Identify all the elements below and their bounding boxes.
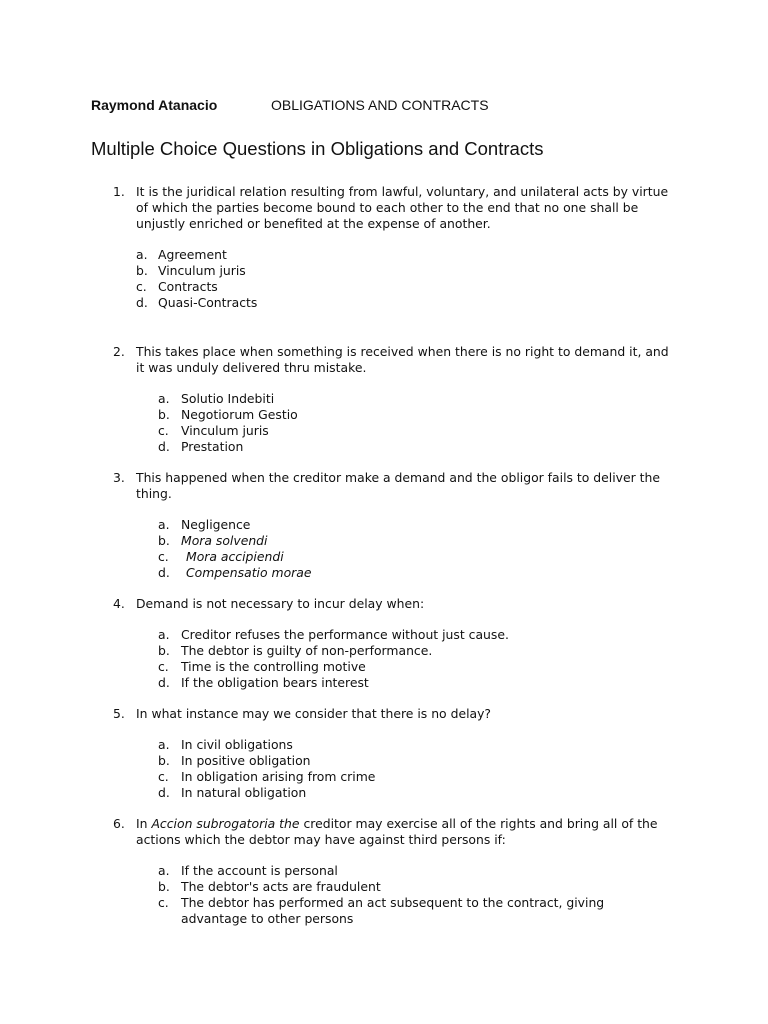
option-c	[136, 549, 672, 565]
option-a	[136, 517, 672, 533]
option-letter: a.	[158, 737, 170, 752]
option-text: In natural obligation	[181, 785, 307, 800]
option-text: In obligation arising from crime	[181, 769, 376, 784]
option-list	[136, 391, 672, 455]
option-b	[136, 263, 672, 279]
option-text: The debtor has performed an act subsequent to the contract, giving advantage to other persons	[181, 895, 605, 926]
option-list	[136, 247, 672, 311]
stem-suffix: creditor may exercise all of the rights and bring all of the actions which the debtor may have against third persons if:	[136, 816, 658, 847]
option-list	[136, 863, 672, 927]
question-6	[0, 816, 768, 927]
option-text: Solutio Indebiti	[181, 391, 275, 406]
author-name: Raymond Atanacio	[91, 97, 218, 113]
question-stem: This happened when the creditor make a demand and the obligor fails to deliver the thing.	[136, 470, 660, 501]
option-letter: b.	[158, 643, 170, 658]
option-letter: d.	[158, 785, 170, 800]
option-c	[136, 769, 672, 785]
option-c	[136, 423, 672, 439]
option-d	[136, 565, 672, 581]
question-1	[0, 184, 768, 311]
question-stem: In what instance may we consider that there is no delay?	[136, 706, 492, 721]
option-list	[136, 627, 672, 691]
option-text: Mora solvendi	[181, 533, 268, 548]
option-text: The debtor is guilty of non-performance.	[181, 643, 433, 658]
document-header	[91, 96, 489, 114]
option-text: Contracts	[158, 279, 218, 294]
option-letter: c.	[158, 549, 169, 564]
option-text: Mora accipiendi	[186, 549, 284, 564]
option-a	[136, 247, 672, 263]
stem-italic-term: Accion subrogatoria the	[151, 816, 300, 831]
option-a	[136, 627, 672, 643]
option-letter: d.	[158, 439, 170, 454]
question-stem	[136, 816, 672, 848]
option-letter: a.	[158, 627, 170, 642]
option-b	[136, 879, 672, 895]
question-number: 6.	[113, 816, 125, 831]
question-stem: This takes place when something is received when there is no right to demand it, and it was unduly delivered thru mistake.	[136, 344, 669, 375]
question-5	[0, 706, 768, 801]
option-a	[136, 863, 672, 879]
option-letter: d.	[158, 675, 170, 690]
question-list	[0, 184, 768, 942]
option-text: In positive obligation	[181, 753, 311, 768]
option-letter: b.	[158, 407, 170, 422]
option-letter: c.	[158, 769, 169, 784]
question-number: 5.	[113, 706, 125, 721]
option-a	[136, 391, 672, 407]
option-text: Creditor refuses the performance without just cause.	[181, 627, 509, 642]
option-c	[136, 279, 672, 295]
option-letter: c.	[158, 895, 169, 910]
option-letter: d.	[158, 565, 170, 580]
option-text: Negotiorum Gestio	[181, 407, 298, 422]
option-letter: c.	[158, 659, 169, 674]
option-letter: b.	[136, 263, 148, 278]
option-b	[136, 533, 672, 549]
option-letter: b.	[158, 753, 170, 768]
option-d	[136, 439, 672, 455]
option-b	[136, 407, 672, 423]
option-text: Compensatio morae	[186, 565, 312, 580]
question-3	[0, 470, 768, 581]
option-letter: a.	[158, 391, 170, 406]
option-d	[136, 675, 672, 691]
question-stem: Demand is not necessary to incur delay when:	[136, 596, 425, 611]
question-number: 3.	[113, 470, 125, 485]
question-number: 4.	[113, 596, 125, 611]
option-d	[136, 295, 672, 311]
stem-prefix: In	[136, 816, 152, 831]
option-b	[136, 753, 672, 769]
question-stem: It is the juridical relation resulting from lawful, voluntary, and unilateral acts by virtue of which the parties become bound to each other to the end that no one shall be unjustly enriched or benefited at the expense of another.	[136, 184, 669, 231]
option-text: The debtor's acts are fraudulent	[181, 879, 381, 894]
option-text: Prestation	[181, 439, 244, 454]
page-title: Multiple Choice Questions in Obligations and Contracts	[91, 138, 544, 159]
option-letter: b.	[158, 533, 170, 548]
option-letter: d.	[136, 295, 148, 310]
option-list	[136, 517, 672, 581]
question-number: 1.	[113, 184, 125, 199]
option-b	[136, 643, 672, 659]
option-text: Quasi-Contracts	[158, 295, 258, 310]
option-letter: c.	[158, 423, 169, 438]
option-d	[136, 785, 672, 801]
question-2	[0, 344, 768, 455]
question-number: 2.	[113, 344, 125, 359]
option-text: Vinculum juris	[158, 263, 246, 278]
course-title: OBLIGATIONS AND CONTRACTS	[271, 97, 489, 113]
option-c	[136, 895, 672, 927]
option-text: In civil obligations	[181, 737, 293, 752]
option-text: Time is the controlling motive	[181, 659, 366, 674]
option-c	[136, 659, 672, 675]
option-letter: c.	[136, 279, 147, 294]
option-text: If the obligation bears interest	[181, 675, 369, 690]
option-a	[136, 737, 672, 753]
option-text: Negligence	[181, 517, 251, 532]
option-letter: a.	[136, 247, 148, 262]
option-text: Vinculum juris	[181, 423, 269, 438]
option-text: Agreement	[158, 247, 227, 262]
option-letter: b.	[158, 879, 170, 894]
option-text: If the account is personal	[181, 863, 338, 878]
option-list	[136, 737, 672, 801]
option-letter: a.	[158, 863, 170, 878]
question-4	[0, 596, 768, 691]
option-letter: a.	[158, 517, 170, 532]
